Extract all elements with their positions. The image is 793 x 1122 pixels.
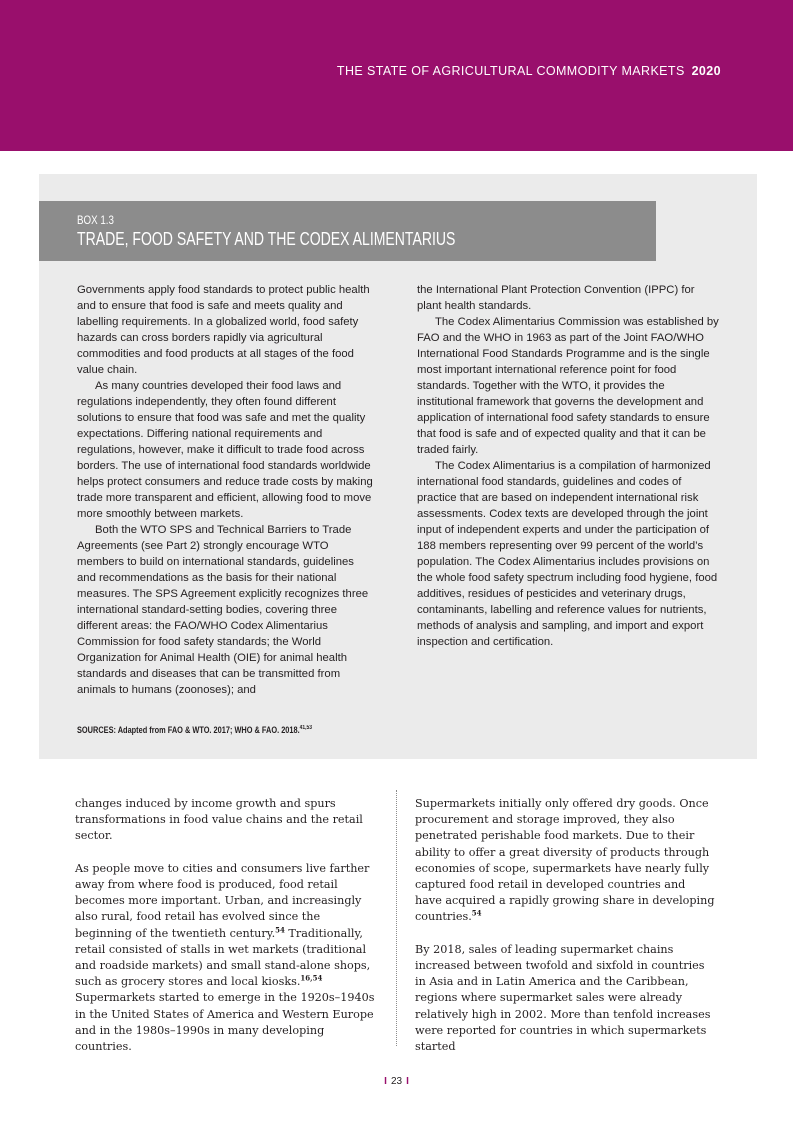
body-column-right bbox=[415, 796, 715, 1071]
column-divider bbox=[396, 790, 397, 1046]
box-banner bbox=[39, 201, 656, 261]
box-paragraph: As many countries developed their food laws and regulations independently, they often found different solutions to ensure that food was safe and met the quality expectations. Differing national requirements and regulations, however, make it difficult to trade food across borders. The use of international food standards worldwide helps protect consumers and reduce trade costs by making trade more transparent and efficient, allowing food to move more smoothly between markets. bbox=[77, 380, 373, 520]
page-number: I 23 I bbox=[384, 1076, 409, 1087]
box-paragraph: Both the WTO SPS and Technical Barriers to Trade Agreements (see Part 2) strongly encourage WTO members to build on international standards, guidelines and recommendations as the basis for their national measures. The SPS Agreement explicitly recognizes three international standard-setting bodies, covering three different areas: the FAO/WHO Codex Alimentarius Commission for food safety standards; the World Organization for Animal Health (OIE) for animal health standards and diseases that can be transmitted from animals to humans (zoonoses); and bbox=[77, 524, 369, 696]
box-label: BOX 1.3 bbox=[77, 215, 114, 227]
box-column-left bbox=[77, 282, 375, 698]
footnote-ref: 54 bbox=[471, 908, 482, 918]
sources-refs: 41,53 bbox=[299, 725, 312, 731]
box-paragraph: the International Plant Protection Convention (IPPC) for plant health standards. bbox=[417, 284, 695, 312]
publication-title: THE STATE OF AGRICULTURAL COMMODITY MARKETS 2020 bbox=[336, 64, 721, 78]
body-column-left bbox=[75, 796, 375, 1071]
body-paragraph: Supermarkets initially only offered dry goods. Once procurement and storage improved, they also penetrated perishable food markets. Due to their ability to offer a great diversity of products through economies of scope, supermarkets have nearly fully captured food retail in developed countries and have acquired a rapidly growing share in developing countries.$^{54}$ bbox=[415, 797, 715, 924]
body-paragraph: changes induced by income growth and spurs transformations in food value chains and the retail sector. bbox=[75, 797, 363, 843]
box-paragraph: Governments apply food standards to protect public health and to ensure that food is safe and meets quality and labelling requirements. In a globalized world, food safety hazards can cross borders rapidly via agricultural commodities and food products at all stages of the food value chain. bbox=[77, 284, 370, 376]
body-paragraph: As people move to cities and consumers live farther away from where food is produced, food retail becomes more important. Urban, and increasingly also rural, food retail has evolved since the beginning of the twentieth century.$^{54}$ Traditionally, retail consisted of stalls in wet markets (traditional and roadside markets) and small stand-alone shops, such as grocery stores and local kiosks.$^{16,54}$ Supermarkets started to emerge in the 1920s–1940s in the United States of America and Western Europe and in the 1980s–1990s in many developing countries. bbox=[75, 861, 375, 1054]
box-paragraph: The Codex Alimentarius Commission was established by FAO and the WHO in 1963 as part of the Joint FAO/WHO International Food Standards Programme and is the single most important international reference point for food standards. Together with the WTO, it provides the institutional framework that governs the development and application of international food safety standards to ensure that food is safe and of expected quality and that it can be traded fairly. bbox=[417, 316, 719, 456]
box-title: TRADE, FOOD SAFETY AND THE CODEX ALIMENTARIUS bbox=[77, 229, 456, 249]
footnote-ref: 54 bbox=[275, 924, 285, 934]
footnote-ref: 16,54 bbox=[300, 973, 323, 983]
info-box bbox=[39, 174, 757, 759]
box-column-right bbox=[417, 282, 719, 650]
publication-year: 2020 bbox=[691, 64, 721, 78]
body-paragraph: By 2018, sales of leading supermarket chains increased between twofold and sixfold in countries in Asia and in Latin America and the Caribbean, regions where supermarket sales were already relatively high in 2002. More than tenfold increases were reported for countries in which supermarkets started bbox=[415, 942, 711, 1054]
header-band bbox=[0, 0, 793, 151]
box-sources: SOURCES: Adapted from FAO & WTO. 2017; WHO & FAO. 2018.$^{41,53}$ bbox=[77, 725, 312, 735]
box-paragraph: The Codex Alimentarius is a compilation of harmonized international food standards, guidelines and codes of practice that are based on independent international risk assessments. Codex texts are developed through the joint input of independent experts and under the participation of 188 members representing over 99 percent of the world’s population. The Codex Alimentarius includes provisions on the whole food safety spectrum including food hygiene, food additives, residues of pesticides and veterinary drugs, contaminants, labelling and reference values for nutrients, methods of analysis and sampling, and import and export inspection and certification. bbox=[417, 460, 718, 648]
